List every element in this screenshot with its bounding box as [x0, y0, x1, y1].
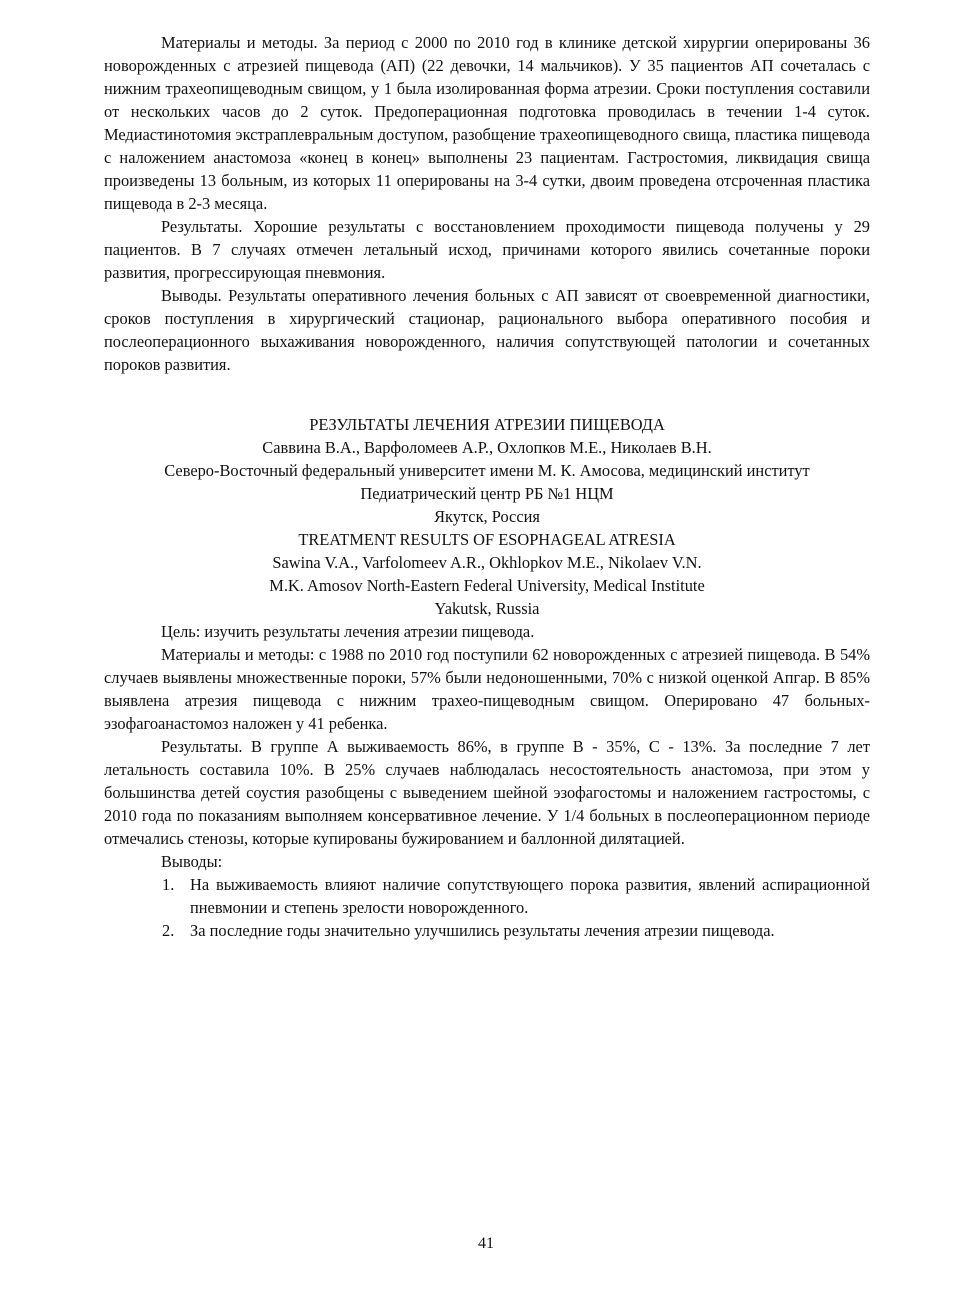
- list-item-text: На выживаемость влияют наличие сопутствующего порока развития, явлений аспирационной пневмонии и степень зрелости новорожденного.: [190, 875, 870, 917]
- article-header: [104, 413, 870, 620]
- affiliation-ru-center: Педиатрический центр РБ №1 НЦМ: [360, 484, 614, 503]
- results-paragraph: Результаты. Хорошие результаты с восстановлением проходимости пищевода получены у 29 пациентов. В 7 случаях отмечен летальный исход, причинами которого явились сочетанные пороки развития, прогрессирующая пневмония.: [104, 217, 870, 282]
- aim-paragraph: Цель: изучить результаты лечения атрезии пищевода.: [161, 622, 535, 641]
- article-title-ru: РЕЗУЛЬТАТЫ ЛЕЧЕНИЯ АТРЕЗИИ ПИЩЕВОДА: [309, 415, 665, 434]
- article-title-en: TREATMENT RESULTS OF ESOPHAGEAL ATRESIA: [298, 530, 676, 549]
- article-methods-paragraph: Материалы и методы: с 1988 по 2010 год поступили 62 новорожденных с атрезией пищевода. В 54% случаев выявлены множественные пороки, 57% были недоношенными, 70% с низкой оценкой Апгар. В 85% выявлена атрезия пищевода с нижним трахео-пищеводным свищом. Оперировано 47 больных- эзофагоанастомоз наложен у 41 ребенка.: [104, 645, 870, 733]
- authors-ru: Саввина В.А., Варфоломеев А.Р., Охлопков М.Е., Николаев В.Н.: [262, 438, 712, 457]
- conclusions-paragraph: Выводы. Результаты оперативного лечения больных с АП зависят от своевременной диагностики, сроков поступления в хирургический стационар, рационального выбора оперативного пособия и послеоперационного выхаживания новорожденного, наличия сопутствующей патологии и сочетанных пороков развития.: [104, 286, 870, 374]
- list-item-number: 2.: [162, 921, 175, 940]
- page-number: 41: [478, 1235, 494, 1252]
- previous-article-tail: [104, 31, 870, 376]
- section-gap: [104, 376, 870, 413]
- affiliation-en: M.K. Amosov North-Eastern Federal University, Medical Institute: [269, 576, 705, 595]
- methods-paragraph: Материалы и методы. За период с 2000 по 2010 год в клинике детской хирургии оперированы 36 новорожденных с атрезией пищевода (АП) (22 девочки, 14 мальчиков). У 35 пациентов АП сочеталась с нижним трахеопищеводным свищом, у 1 была изолированная форма атрезии. Сроки поступления составили от нескольких часов до 2 суток. Предоперационная подготовка проводилась в течении 1-4 суток. Медиастинотомия экстраплевральным доступом, разобщение трахеопищеводного свища, пластика пищевода с наложением анастомоза «конец в конец» выполнены 23 пациентам. Гастростомия, ликвидация свища произведены 13 больным, из которых 11 оперированы на 3-4 сутки, двоим проведена отсроченная пластика пищевода в 2-3 месяца.: [104, 33, 870, 213]
- list-item: [104, 919, 870, 942]
- list-item-text: За последние годы значительно улучшились результаты лечения атрезии пищевода.: [190, 921, 775, 940]
- affiliation-ru-university: Северо-Восточный федеральный университет имени М. К. Амосова, медицинский институт: [164, 461, 810, 480]
- conclusions-label: Выводы:: [161, 852, 223, 871]
- city-en: Yakutsk, Russia: [434, 599, 540, 618]
- conclusions-list: [104, 873, 870, 942]
- authors-en: Sawina V.A., Varfolomeev A.R., Okhlopkov M.E., Nikolaev V.N.: [272, 553, 702, 572]
- city-ru: Якутск, Россия: [434, 507, 540, 526]
- document-page: [104, 31, 870, 942]
- article: [104, 413, 870, 942]
- list-item: [104, 873, 870, 919]
- list-item-number: 1.: [162, 875, 175, 894]
- article-results-paragraph: Результаты. В группе А выживаемость 86%, в группе В - 35%, С - 13%. За последние 7 лет летальность составила 10%. В 25% случаев наблюдалась несостоятельность анастомоза, при этом у большинства детей соустия разобщены с выведением шейной эзофагостомы и наложением гастростомы, с 2010 года по показаниям выполняем консервативное лечение. У 1/4 больных в послеоперационном периоде отмечались стенозы, которые купированы бужированием и баллонной дилятацией.: [104, 737, 870, 848]
